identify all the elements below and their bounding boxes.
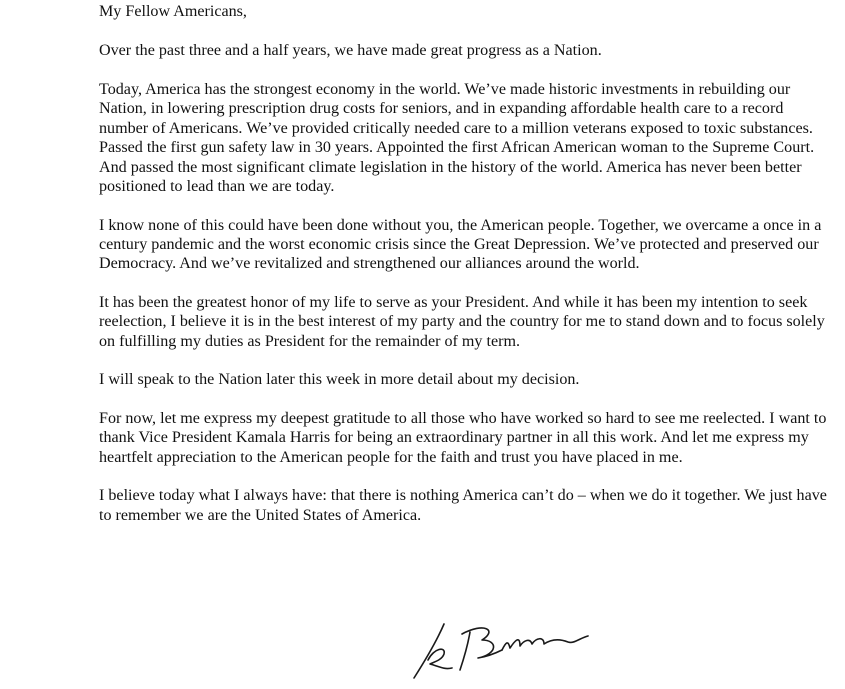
signature-stroke-r — [428, 649, 452, 668]
salutation: My Fellow Americans, — [99, 3, 247, 20]
signature-stroke-iden — [502, 636, 588, 650]
paragraph-decision: It has been the greatest honor of my life to serve as your President. And while it has been my intention to seek reelection, I believe it is in the best interest of my party and the country for me to stand down and to focus solely on fulfilling my duties as President for the remainder of my term. — [99, 294, 825, 350]
paragraph-progress: Over the past three and a half years, we have made great progress as a Nation. — [99, 42, 602, 60]
paragraph-gratitude: For now, let me express my deepest gratitude to all those who have worked so hard to see me reelected. I want to thank Vice President Kamala Harris for being an extraordinary partner in all this work. And let me express my heartfelt appreciation to the American people for the faith and trust you have placed in me. — [99, 410, 827, 466]
paragraph-achievements: Today, America has the strongest economy in the world. We’ve made historic investments in rebuilding our Nation, in lowering prescription drug costs for seniors, and in expanding affordable health care to a record number of Americans. We’ve provided critically needed care to a million veterans exposed to toxic substances. Passed the first gun safety law in 30 years. Appointed the first African American woman to the Supreme Court. And passed the most significant climate legislation in the history of the world. America has never been better positioned to lead than we are today. — [99, 81, 815, 196]
paragraph-american-people: I know none of this could have been done without you, the American people. Together, we overcame a once in a century pandemic and the worst economic crisis since the Great Depression. We’ve protected and preserved our Democracy. And we’ve revitalized and strengthened our alliances around the world. — [99, 216, 822, 273]
paragraph-address-nation: I will speak to the Nation later this week in more detail about my decision. — [99, 371, 580, 389]
letter-body — [99, 2, 829, 544]
paragraph-closing: I believe today what I always have: that there is nothing America can’t do – when we do it together. We just have to remember we are the United States of America. — [99, 487, 827, 524]
signature-stroke-j — [414, 624, 444, 678]
signature-stroke-b-stem — [460, 632, 470, 670]
signature-image — [398, 612, 598, 684]
